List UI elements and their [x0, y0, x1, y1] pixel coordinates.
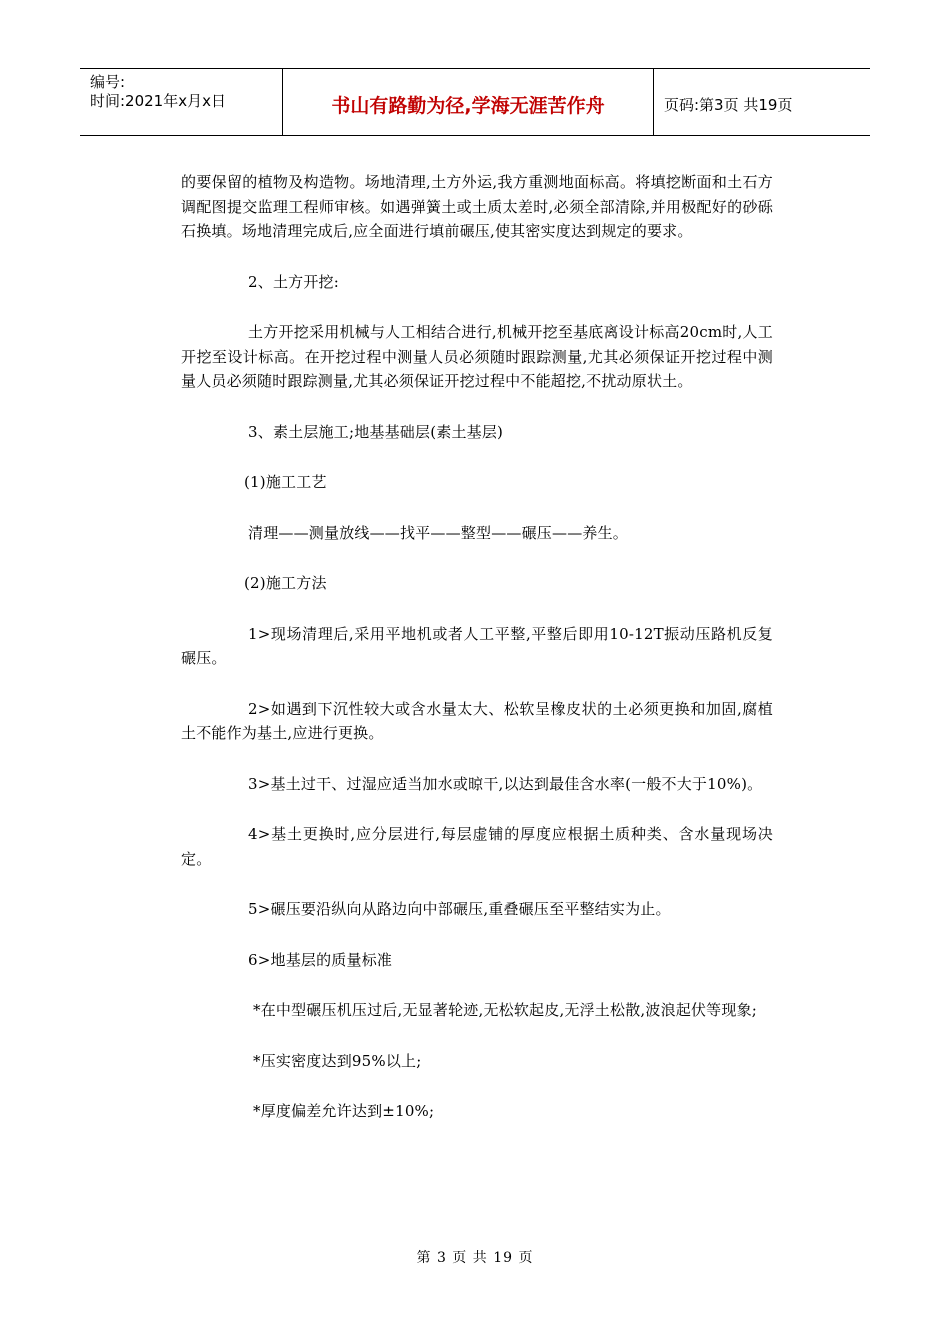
list-item: 5>碾压要沿纵向从路边向中部碾压,重叠碾压至平整结实为止。: [248, 900, 671, 918]
list-item: 4>基土更换时,应分层进行,每层虚铺的厚度应根据土质种类、含水量现场决定。: [181, 825, 773, 868]
header-meta: [80, 69, 282, 135]
heading-soil-layer: 3、素土层施工;地基基础层(素土基层): [248, 422, 504, 441]
subheading-process: (1)施工工艺: [244, 473, 327, 491]
standard-item: *在中型碾压机压过后,无显著轮迹,无松软起皮,无浮土松散,波浪起伏等现象;: [253, 1001, 758, 1019]
paragraph-process-steps: 清理——测量放线——找平——整型——碾压——养生。: [248, 523, 629, 542]
paragraph-earthwork: 土方开挖采用机械与人工相结合进行,机械开挖至基底离设计标高20cm时,人工开挖至设计标高。在开挖过程中测量人员必须随时跟踪测量,尤其必须保证开挖过程中测量人员必须随时跟踪测量,尤其必须保证开挖过程中不能超挖,不扰动原状土。: [181, 323, 773, 390]
document-body: [181, 170, 773, 1124]
heading-earthwork: 2、土方开挖:: [248, 272, 339, 291]
list-item: 1>现场清理后,采用平地机或者人工平整,平整后即用10-12T振动压路机反复碾压。: [181, 624, 773, 667]
header-page-label: 页码:第3页 共19页: [664, 95, 793, 114]
list-item: 2>如遇到下沉性较大或含水量太大、松软呈橡皮状的土必须更换和加固,腐植土不能作为基土,应进行更换。: [181, 699, 773, 742]
list-item: 6>地基层的质量标准: [248, 950, 393, 969]
date-label: 时间:2021年x月x日: [90, 92, 226, 110]
standard-item: *压实密度达到95%以上;: [253, 1051, 422, 1070]
subheading-method: (2)施工方法: [244, 574, 327, 592]
header-motto: 书山有路勤为径,学海无涯苦作舟: [282, 69, 654, 135]
list-item: 3>基土过干、过湿应适当加水或晾干,以达到最佳含水率(一般不大于10%)。: [248, 774, 763, 793]
paragraph-site-clearing: 的要保留的植物及构造物。场地清理,土方外运,我方重测地面标高。将填挖断面和土石方调配图提交监理工程师审核。如遇弹簧土或土质太差时,必须全部清除,并用极配好的砂砾石换填。场地清理完成后,应全面进行填前碾压,使其密实度达到规定的要求。: [181, 173, 773, 240]
page-header: [80, 68, 870, 136]
standard-item: *厚度偏差允许达到±10%;: [253, 1102, 435, 1120]
number-label: 编号:: [90, 73, 126, 91]
page-footer: 第 3 页 共 19 页: [416, 1250, 534, 1266]
